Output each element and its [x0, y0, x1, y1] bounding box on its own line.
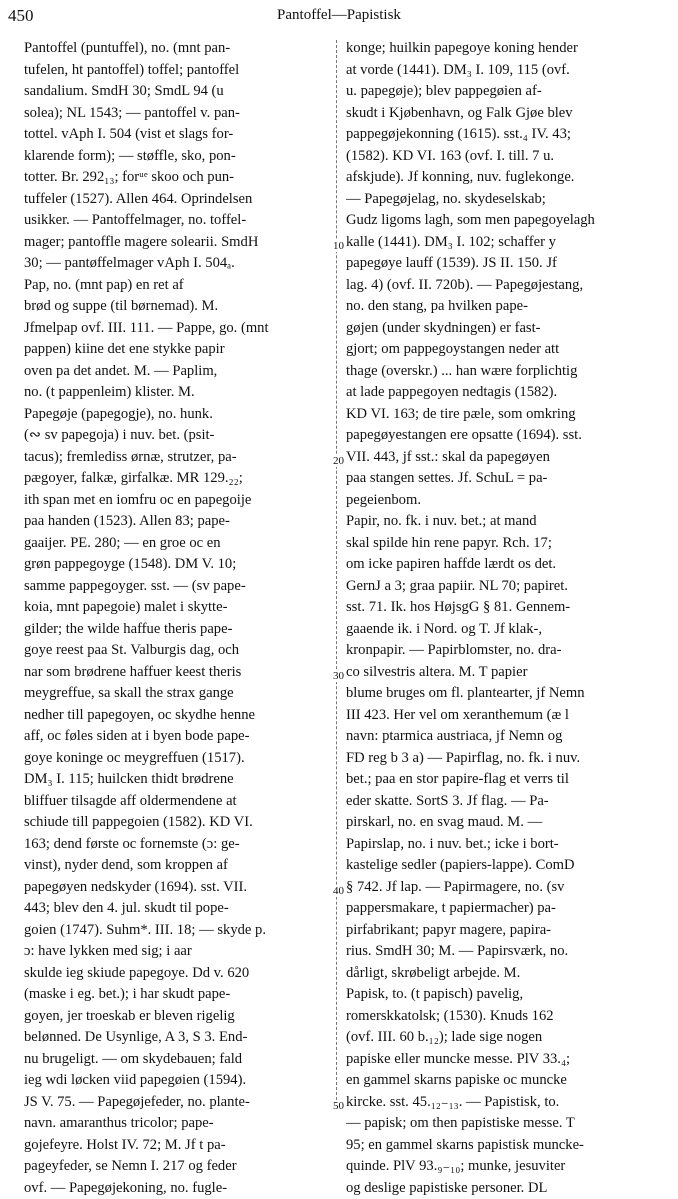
text-line: sst. 71. Ik. hos HøjsgG § 81. Gennem-: [346, 597, 668, 619]
line-marker: 50: [332, 1100, 345, 1112]
text-line: Papegøje (papegogje), no. hunk.: [24, 404, 330, 426]
text-line: skal spilde hin rene papyr. Rch. 17;: [346, 533, 668, 555]
text-line: samme pappegoyger. sst. — (sv pape-: [24, 576, 330, 598]
text-line: schiude till pappegoien (1582). KD VI.: [24, 812, 330, 834]
text-line: § 742. Jf lap. — Papirmagere, no. (sv: [346, 877, 668, 899]
text-line: pageyfeder, se Nemn I. 217 og feder: [24, 1156, 330, 1178]
text-line: VII. 443, jf sst.: skal da papegøyen: [346, 447, 668, 469]
text-line: gojefeyre. Holst IV. 72; M. Jf t pa-: [24, 1135, 330, 1157]
text-line: pappersmakare, t papiermacher) pa-: [346, 898, 668, 920]
text-line: klarende form); — støffle, sko, pon-: [24, 146, 330, 168]
text-line: ɔ: have lykken med sig; i aar: [24, 941, 330, 963]
text-line: koia, mnt papegoie) malet i skytte-: [24, 597, 330, 619]
text-line: (∾ sv papegoja) i nuv. bet. (psit-: [24, 425, 330, 447]
line-marker: 20: [332, 455, 345, 467]
text-line: quinde. PlV 93.₉₋₁₀; munke, jesuviter: [346, 1156, 668, 1178]
text-line: nedher till papegoyen, oc skydhe henne: [24, 705, 330, 727]
text-line: at vorde (1441). DM₃ I. 109, 115 (ovf.: [346, 60, 668, 82]
text-line: afskjude). Jf konning, nuv. fuglekonge.: [346, 167, 668, 189]
text-line: Pap, no. (mnt pap) en ret af: [24, 275, 330, 297]
text-line: kastelige sedler (papiers-lappe). ComD: [346, 855, 668, 877]
text-line: brød og suppe (til børnemad). M.: [24, 296, 330, 318]
text-line: Papirslap, no. i nuv. bet.; icke i bort-: [346, 834, 668, 856]
text-line: goye koninge oc meygreffuen (1517).: [24, 748, 330, 770]
text-line: tacus); fremlediss ørnæ, strutzer, pa-: [24, 447, 330, 469]
left-column: [24, 38, 330, 1199]
text-line: eder skatte. SortS 3. Jf flag. — Pa-: [346, 791, 668, 813]
text-line: sandalium. SmdH 30; SmdL 94 (u: [24, 81, 330, 103]
text-line: navn. amaranthus tricolor; pape-: [24, 1113, 330, 1135]
text-line: mager; pantoffle magere solearii. SmdH: [24, 232, 330, 254]
text-line: blume bruges om fl. plantearter, jf Nemn: [346, 683, 668, 705]
text-line: aff, oc føles siden at i byen bode pape-: [24, 726, 330, 748]
text-line: nu brugeligt. — om skydebauen; fald: [24, 1049, 330, 1071]
text-line: dårligt, skrøbeligt arbejde. M.: [346, 963, 668, 985]
text-line: pirskarl, no. en svag maud. M. —: [346, 812, 668, 834]
text-line: co silvestris altera. M. T papier: [346, 662, 668, 684]
text-line: papegøyestangen ere opsatte (1694). sst.: [346, 425, 668, 447]
text-line: om icke papiren haffde lærdt os det.: [346, 554, 668, 576]
text-line: bliffuer tilsagde aff oldermendene at: [24, 791, 330, 813]
text-line: 443; blev den 4. jul. skudt til pope-: [24, 898, 330, 920]
text-line: (1582). KD VI. 163 (ovf. I. till. 7 u.: [346, 146, 668, 168]
text-line: goyen, jer troeskab er bleven rigelig: [24, 1006, 330, 1028]
text-line: Pantoffel (puntuffel), no. (mnt pan-: [24, 38, 330, 60]
text-line: 30; — pantøffelmager vAph I. 504ₐ.: [24, 253, 330, 275]
text-line: skudt i Kjøbenhavn, og Falk Gjøe blev: [346, 103, 668, 125]
text-line: goien (1747). Suhm*. III. 18; — skyde p.: [24, 920, 330, 942]
page-header: [0, 0, 678, 34]
text-line: vinst), nyder dend, som kroppen af: [24, 855, 330, 877]
text-line: totter. Br. 292₁₃; forᵘᵉ skoo och pun-: [24, 167, 330, 189]
text-line: pappen) kiine det ene stykke papir: [24, 339, 330, 361]
running-head: Pantoffel—Papistisk: [0, 7, 678, 24]
text-line: solea); NL 1543; — pantoffel v. pan-: [24, 103, 330, 125]
text-line: DM₃ I. 115; huilcken thidt brødrene: [24, 769, 330, 791]
column-divider: [336, 40, 337, 1110]
text-line: tufelen, ht pantoffel) toffel; pantoffel: [24, 60, 330, 82]
text-line: konge; huilkin papegoye koning hender: [346, 38, 668, 60]
text-line: u. papegøje); blev pappegøien af-: [346, 81, 668, 103]
text-line: no. (t pappenleim) klister. M.: [24, 382, 330, 404]
text-line: grøn pappegoyge (1548). DM V. 10;: [24, 554, 330, 576]
text-line: papegøye lauff (1539). JS II. 150. Jf: [346, 253, 668, 275]
text-line: 95; en gammel skarns papistisk muncke-: [346, 1135, 668, 1157]
text-line: (maske i eg. bet.); i har skudt pape-: [24, 984, 330, 1006]
text-line: Papir, no. fk. i nuv. bet.; at mand: [346, 511, 668, 533]
text-line: nar som brødrene haffuer keest theris: [24, 662, 330, 684]
text-line: gaaende ik. i Nord. og T. Jf klak-,: [346, 619, 668, 641]
text-line: rius. SmdH 30; M. — Papirsværk, no.: [346, 941, 668, 963]
text-line: paa stangen settes. Jf. SchuL = pa-: [346, 468, 668, 490]
text-line: — Papegøjelag, no. skydeselskab;: [346, 189, 668, 211]
text-line: pægoyer, falkæ, girfalkæ. MR 129.₂₂;: [24, 468, 330, 490]
text-line: goye reest paa St. Valburgis dag, och: [24, 640, 330, 662]
text-line: Jfmelpap ovf. III. 111. — Pappe, go. (mnt: [24, 318, 330, 340]
line-marker: 40: [332, 885, 345, 897]
line-marker: 10: [332, 240, 345, 252]
text-line: en gammel skarns papiske oc muncke: [346, 1070, 668, 1092]
text-line: Gudz ligoms lagh, som men papegoyelagh: [346, 210, 668, 232]
text-line: tuffeler (1527). Allen 464. Oprindelsen: [24, 189, 330, 211]
text-line: kalle (1441). DM₃ I. 102; schaffer y: [346, 232, 668, 254]
text-line: ith span met en iomfru oc en papegoije: [24, 490, 330, 512]
text-line: navn: ptarmica austriaca, jf Nemn og: [346, 726, 668, 748]
text-line: gilder; the wilde haffue theris pape-: [24, 619, 330, 641]
text-line: KD VI. 163; de tire pæle, som omkring: [346, 404, 668, 426]
text-line: pirfabrikant; papyr magere, papira-: [346, 920, 668, 942]
text-line: papegøyen nedskyder (1694). sst. VII.: [24, 877, 330, 899]
text-line: — papisk; om then papistiske messe. T: [346, 1113, 668, 1135]
text-line: oven pa det andet. M. — Paplim,: [24, 361, 330, 383]
text-line: usikker. — Pantoffelmager, no. toffel-: [24, 210, 330, 232]
text-line: GernJ a 3; graa papiir. NL 70; papiret.: [346, 576, 668, 598]
text-line: meygreffue, sa skall the strax gange: [24, 683, 330, 705]
text-line: JS V. 75. — Papegøjefeder, no. plante-: [24, 1092, 330, 1114]
text-line: thage (overskr.) ... han wære forplichtig: [346, 361, 668, 383]
text-line: papiske eller muncke messe. PlV 33.₄;: [346, 1049, 668, 1071]
text-line: III 423. Her vel om xeranthemum (æ l: [346, 705, 668, 727]
text-line: belønned. De Usynlige, A 3, S 3. End-: [24, 1027, 330, 1049]
text-line: kircke. sst. 45.₁₂₋₁₃. — Papistisk, to.: [346, 1092, 668, 1114]
text-line: pegeienbom.: [346, 490, 668, 512]
text-line: gøjen (under skydningen) er fast-: [346, 318, 668, 340]
text-line: tottel. vAph I. 504 (vist et slags for-: [24, 124, 330, 146]
text-line: paa handen (1523). Allen 83; pape-: [24, 511, 330, 533]
text-line: ovf. — Papegøjekoning, no. fugle-: [24, 1178, 330, 1199]
text-line: og deslige papistiske personer. DL: [346, 1178, 668, 1199]
text-line: gjort; om pappegoystangen neder att: [346, 339, 668, 361]
text-line: bet.; paa en stor papire-flag et verrs til: [346, 769, 668, 791]
text-line: kronpapir. — Papirblomster, no. dra-: [346, 640, 668, 662]
text-line: ieg wdi løcken viid papegøien (1594).: [24, 1070, 330, 1092]
text-line: romerskkatolsk; (1530). Knuds 162: [346, 1006, 668, 1028]
page-number: 450: [8, 6, 34, 26]
text-line: no. den stang, pa hvilken pape-: [346, 296, 668, 318]
text-line: gaaijer. PE. 280; — en groe oc en: [24, 533, 330, 555]
line-marker: 30: [332, 670, 345, 682]
text-line: lag. 4) (ovf. II. 720b). — Papegøjestang,: [346, 275, 668, 297]
text-line: skulde ieg skiude papegoye. Dd v. 620: [24, 963, 330, 985]
text-line: (ovf. III. 60 b.₁₂); lade sige nogen: [346, 1027, 668, 1049]
text-line: at lade pappegoyen nedtagis (1582).: [346, 382, 668, 404]
text-line: FD reg b 3 a) — Papirflag, no. fk. i nuv.: [346, 748, 668, 770]
text-line: pappegøjekonning (1615). sst.₄ IV. 43;: [346, 124, 668, 146]
right-column: [346, 38, 668, 1199]
text-line: 163; dend første oc fornemste (ɔ: ge-: [24, 834, 330, 856]
text-line: Papisk, to. (t papisch) pavelig,: [346, 984, 668, 1006]
